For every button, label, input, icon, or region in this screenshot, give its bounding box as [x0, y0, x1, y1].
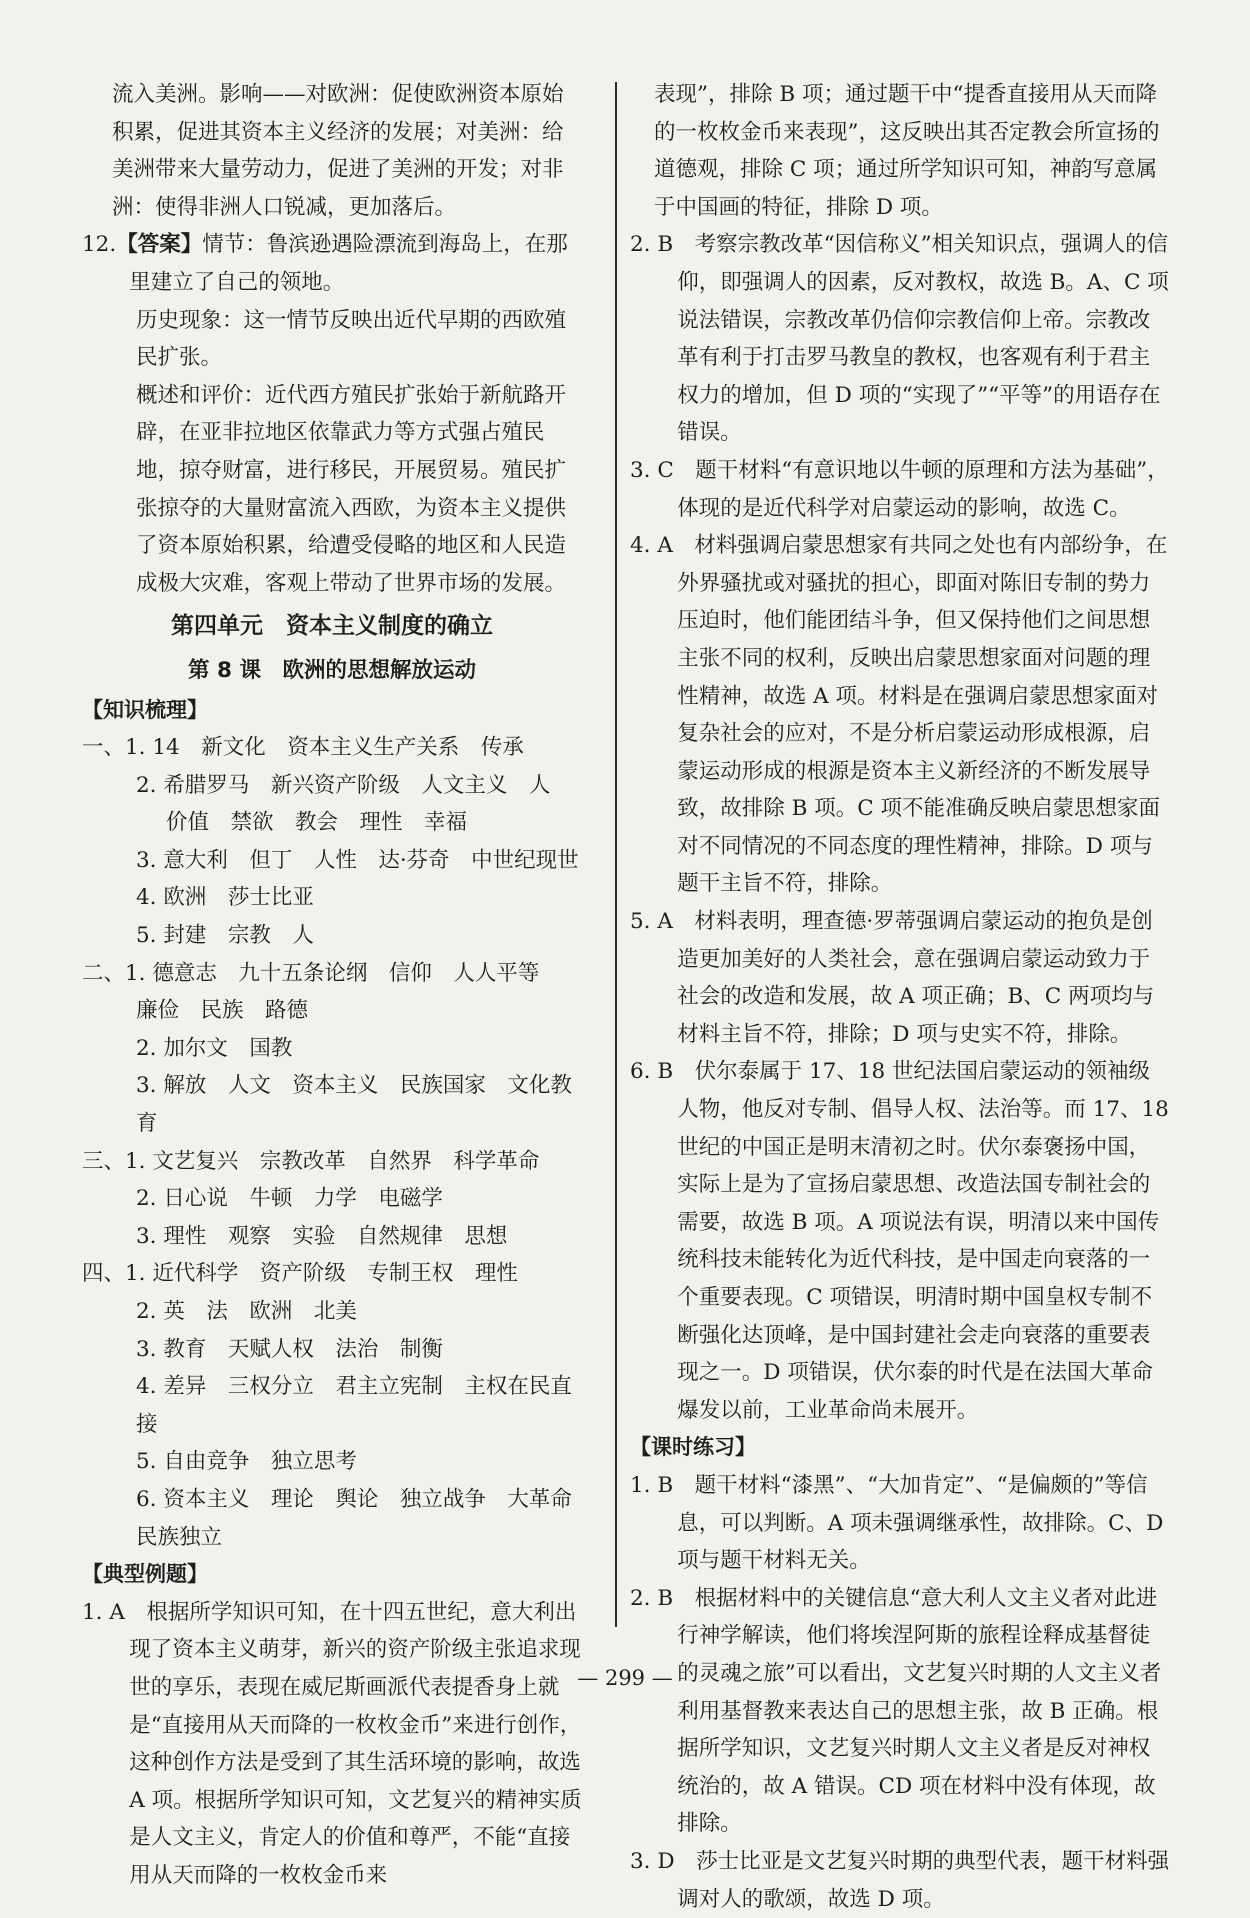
knowledge-line: 一、1. 14 新文化 资本主义生产关系 传承 [82, 735, 524, 761]
question-12-plot: 情节：鲁滨逊遇险漂流到海岛上，在那里建立了自己的领地。 [129, 232, 568, 295]
practice-3: 3. D 莎士比亚是文艺复兴时期的典型代表，题干材料强调对人的歌颂，故选 D 项。 [630, 1848, 1170, 1912]
lesson-title: 第 8 课 欧洲的思想解放运动 [188, 657, 476, 683]
knowledge-line: 5. 封建 宗教 人 [136, 923, 314, 949]
knowledge-line: 3. 解放 人文 资本主义 民族国家 文化教育 [136, 1073, 572, 1137]
right-column [630, 76, 1170, 1918]
example-4: 4. A 材料强调启蒙思想家有共同之处也有内部纷争，在外界骚扰或对骚扰的担心，即面对陈旧专制的势力压迫时，他们能团结斗争，但又保持他们之间思想主张不同的权利，反映出启蒙思想家面对问题的理性精神，故选 A 项。材料是在强调启蒙思想家面对复杂社会的应对，不是分析启蒙运动形成根源，启蒙运动形成的根源是资本主义新经济的不断发展导致，故排除 B 项。C 项不能准确反映启蒙思想家面对不同情况的不同态度的理性精神，排除。D 项与题干主旨不符，排除。 [630, 533, 1168, 897]
section-typical-examples: 【典型例题】 [82, 1562, 208, 1587]
knowledge-line: 四、1. 近代科学 资产阶级 专制王权 理性 [82, 1261, 518, 1287]
page-number: — 299 — [577, 1666, 673, 1690]
left-column [82, 76, 582, 1895]
example-5: 5. A 材料表明，理查德·罗蒂强调启蒙运动的抱负是创造更加美好的人类社会，意在强调启蒙运动致力于社会的改造和发展，故 A 项正确；B、C 两项均与材料主旨不符，排除；D 项与史实不符，排除。 [630, 909, 1155, 1047]
question-12 [82, 226, 582, 301]
practice-2: 2. B 根据材料中的关键信息“意大利人文主义者对此进行神学解读，他们将埃涅阿斯的旅程诠释成基督徒的灵魂之旅”可以看出，文艺复兴时期的人文主义者利用基督教来表达自己的思想主张，故 B 正确。根据所学知识，文艺复兴时期人文主义者是反对神权统治的，故 A 错误。CD 项在材料中没有体现，故排除。 [630, 1585, 1162, 1837]
knowledge-line: 3. 教育 天赋人权 法治 制衡 [136, 1336, 443, 1362]
intro-paragraph: 流入美洲。影响——对欧洲：促使欧洲资本原始积累，促进其资本主义经济的发展；对美洲：给美洲带来大量劳动力，促进了美洲的开发；对非洲：使得非洲人口锐减，更加落后。 [112, 82, 564, 220]
example-1: 1. A 根据所学知识可知，在十四五世纪，意大利出现了资本主义萌芽，新兴的资产阶级主张追求现世的享乐，表现在威尼斯画派代表提香身上就是“直接用从天而降的一枚枚金币”来进行创作，这种创作方法是受到了其生活环境的影响，故选 A 项。根据所学知识可知，文艺复兴的精神实质是人文主义，肯定人的价值和尊严，不能“直接用从天而降的一枚枚金币来 [82, 1599, 582, 1888]
knowledge-line: 2. 日心说 牛顿 力学 电磁学 [136, 1186, 443, 1212]
knowledge-line: 3. 意大利 但丁 人性 达·芬奇 中世纪现世 [136, 847, 579, 873]
knowledge-line: 2. 英 法 欧洲 北美 [136, 1299, 357, 1324]
knowledge-line: 3. 理性 观察 实验 自然规律 思想 [136, 1223, 508, 1249]
example-1-continued: 表现”，排除 B 项；通过题干中“提香直接用从天而降的一枚枚金币来表现”，这反映出其否定教会所宣扬的道德观，排除 C 项；通过所学知识可知，神韵写意属于中国画的特征，排除 D 项。 [654, 82, 1160, 220]
knowledge-line: 5. 自由竞争 独立思考 [136, 1449, 357, 1475]
knowledge-line: 2. 希腊罗马 新兴资产阶级 人文主义 人 价值 禁欲 教会 理性 幸福 [136, 772, 572, 836]
answer-tag: 【答案】 [116, 232, 203, 258]
section-knowledge-review: 【知识梳理】 [82, 697, 208, 722]
section-lesson-practice: 【课时练习】 [630, 1435, 756, 1460]
knowledge-line: 4. 差异 三权分立 君主立宪制 主权在民直接 [136, 1374, 572, 1437]
practice-1: 1. B 题干材料“漆黑”、“大加肯定”、“是偏颇的”等信息，可以判断。A 项未强调继承性，故排除。C、D 项与题干材料无关。 [630, 1472, 1164, 1574]
question-12-number: 12. [82, 232, 117, 258]
knowledge-line: 2. 加尔文 国教 [136, 1035, 293, 1061]
question-12-evaluation: 概述和评价：近代西方殖民扩张始于新航路开辟，在亚非拉地区依靠武力等方式强占殖民地，掠夺财富，进行移民，开展贸易。殖民扩张掠夺的大量财富流入西欧，为资本主义提供了资本原始积累，给遭受侵略的地区和人民造成极大灾难，客观上带动了世界市场的发展。 [136, 382, 567, 596]
knowledge-line: 4. 欧洲 莎士比亚 [136, 885, 314, 911]
example-3: 3. C 题干材料“有意识地以牛顿的原理和方法为基础”，体现的是近代科学对启蒙运动的影响，故选 C。 [630, 457, 1169, 521]
question-12-phenomenon: 历史现象：这一情节反映出近代早期的西欧殖民扩张。 [136, 307, 567, 371]
knowledge-line: 三、1. 文艺复兴 宗教改革 自然界 科学革命 [82, 1148, 540, 1174]
example-2: 2. B 考察宗教改革“因信称义”相关知识点，强调人的信仰，即强调人的因素，反对教权，故选 B。A、C 项说法错误，宗教改革仍信仰宗教信仰上帝。宗教改革有利于打击罗马教皇的教权，也客观有利于君主权力的增加，但 D 项的“实现了”“平等”的用语存在错误。 [630, 232, 1169, 446]
example-6: 6. B 伏尔泰属于 17、18 世纪法国启蒙运动的领袖级人物，他反对专制、倡导人权、法治等。而 17、18 世纪的中国正是明末清初之时。伏尔泰褒扬中国，实际上是为了宣扬启蒙思想、改造法国专制社会的需要，故选 B 项。A 项说法有误，明清以来中国传统科技未能转化为近代科技，是中国走向衰落的一个重要表现。C 项错误，明清时期中国皇权专制不断强化达顶峰，是中国封建社会走向衰落的重要表现之一。D 项错误，伏尔泰的时代是在法国大革命爆发以前，工业革命尚未展开。 [630, 1059, 1169, 1423]
knowledge-line: 6. 资本主义 理论 舆论 独立战争 大革命民族独立 [136, 1486, 572, 1550]
unit-title: 第四单元 资本主义制度的确立 [171, 613, 493, 640]
column-divider [615, 82, 617, 1627]
knowledge-line: 二、1. 德意志 九十五条论纲 信仰 人人平等 廉俭 民族 路德 [82, 960, 561, 1024]
